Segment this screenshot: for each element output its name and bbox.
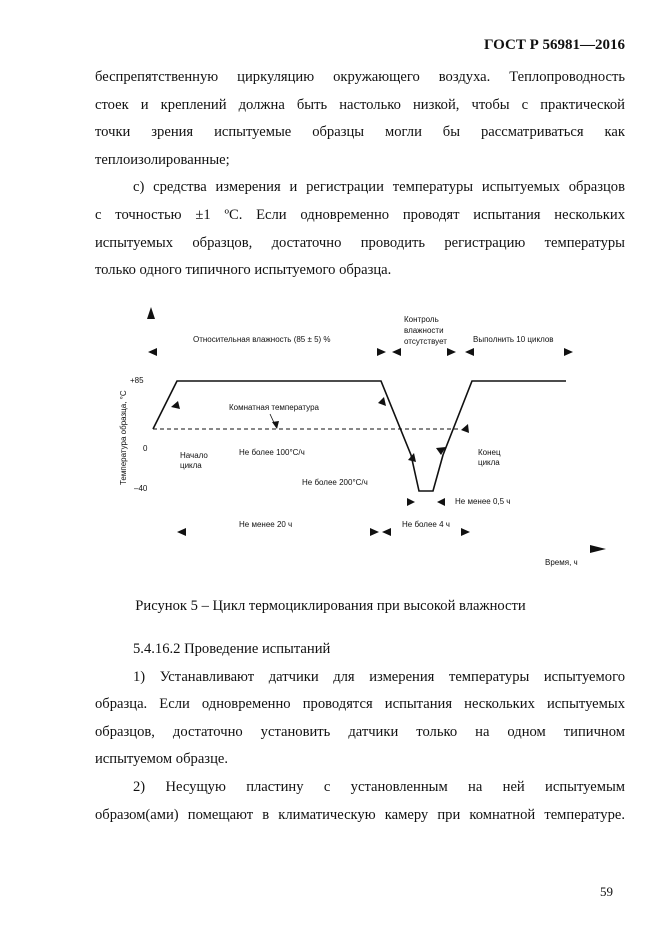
rate-100-label: Не более 100°С/ч — [239, 448, 305, 457]
page-number: 59 — [600, 884, 613, 899]
text-line: стоек и креплений должна быть настолько низкой, чтобы с практической — [95, 96, 625, 113]
x-axis-label: Время, ч — [545, 558, 578, 567]
control-label-3: отсутствует — [404, 337, 447, 346]
thermal-cycle-diagram — [0, 295, 661, 595]
text-line: только одного типичного испытуемого образца. — [95, 262, 392, 279]
text-line: точки зрения испытуемые образцы могли бы рассматриваться как — [95, 124, 625, 141]
text-line: c) средства измерения и регистрации температуры испытуемых образцов — [133, 179, 625, 196]
text-line: испытуемом образце. — [95, 751, 229, 768]
dim-arrow — [377, 348, 386, 356]
text-block-bottom — [95, 636, 625, 829]
dim-arrow — [465, 348, 474, 356]
slope-arrow — [461, 424, 469, 433]
text-line: образца. Если одновременно проводятся испытания нескольких испытуемых — [95, 696, 625, 713]
figure-caption: Рисунок 5 – Цикл термоциклирования при высокой влажности — [135, 598, 526, 614]
tick-0: 0 — [143, 444, 148, 453]
room-temp-label: Комнатная температура — [229, 403, 319, 412]
humidity-label: Относительная влажность (85 ± 5) % — [193, 335, 331, 344]
dim-arrow — [461, 528, 470, 536]
text-line: образцов, достаточно установить датчики только на одном типичном — [95, 723, 625, 740]
text-line: 1) Устанавливают датчики для измерения температуры испытуемого — [133, 668, 625, 685]
slope-arrow — [171, 401, 180, 409]
dim-arrow — [148, 348, 157, 356]
temperature-profile — [153, 381, 566, 491]
text-line: теплоизолированные; — [95, 151, 230, 168]
document-header: ГОСТ Р 56981—2016 — [483, 37, 625, 53]
repeat-label: Выполнить 10 циклов — [473, 335, 554, 344]
text-line: беспрепятственную циркуляцию окружающего воздуха. Теплопроводность — [95, 69, 625, 85]
text-line: с точностью ±1 ºС. Если одновременно проводят испытания нескольких — [95, 206, 625, 223]
end-label-1: Конец — [478, 448, 501, 457]
section-heading: 5.4.16.2 Проведение испытаний — [133, 641, 331, 657]
dim-arrow — [447, 348, 456, 356]
control-label-1: Контроль — [404, 315, 439, 324]
min-05-label: Не менее 0,5 ч — [455, 497, 511, 506]
tick-p85: +85 — [130, 376, 144, 385]
dim-arrow — [407, 498, 415, 506]
dim-arrow — [382, 528, 391, 536]
y-axis-arrow — [147, 307, 155, 319]
min-20-label: Не менее 20 ч — [239, 520, 293, 529]
max-4-label: Не более 4 ч — [402, 520, 450, 529]
tick-m40: –40 — [134, 484, 148, 493]
start-label-1: Начало — [180, 451, 208, 460]
start-label-2: цикла — [180, 461, 202, 470]
end-label-2: цикла — [478, 458, 500, 467]
text-line: испытуемых образцов, достаточно проводить регистрацию температуры — [95, 234, 625, 251]
slope-arrow — [408, 453, 416, 462]
text-line: образом(ами) помещают в климатическую камеру при комнатной температуре. — [95, 806, 625, 823]
dim-arrow — [564, 348, 573, 356]
dim-arrow — [370, 528, 379, 536]
control-label-2: влажности — [404, 326, 444, 335]
x-axis-arrow — [590, 545, 606, 553]
rate-200-label: Не более 200°С/ч — [302, 478, 368, 487]
dim-arrow — [392, 348, 401, 356]
text-block-top — [95, 64, 625, 285]
text-line: 2) Несущую пластину с установленным на ней испытуемым — [133, 778, 625, 795]
room-temp-arrowhead — [272, 421, 279, 429]
slope-arrow — [378, 397, 386, 406]
dim-arrow — [177, 528, 186, 536]
y-axis-label: Температура образца, °С — [119, 390, 128, 485]
dim-arrow — [437, 498, 445, 506]
